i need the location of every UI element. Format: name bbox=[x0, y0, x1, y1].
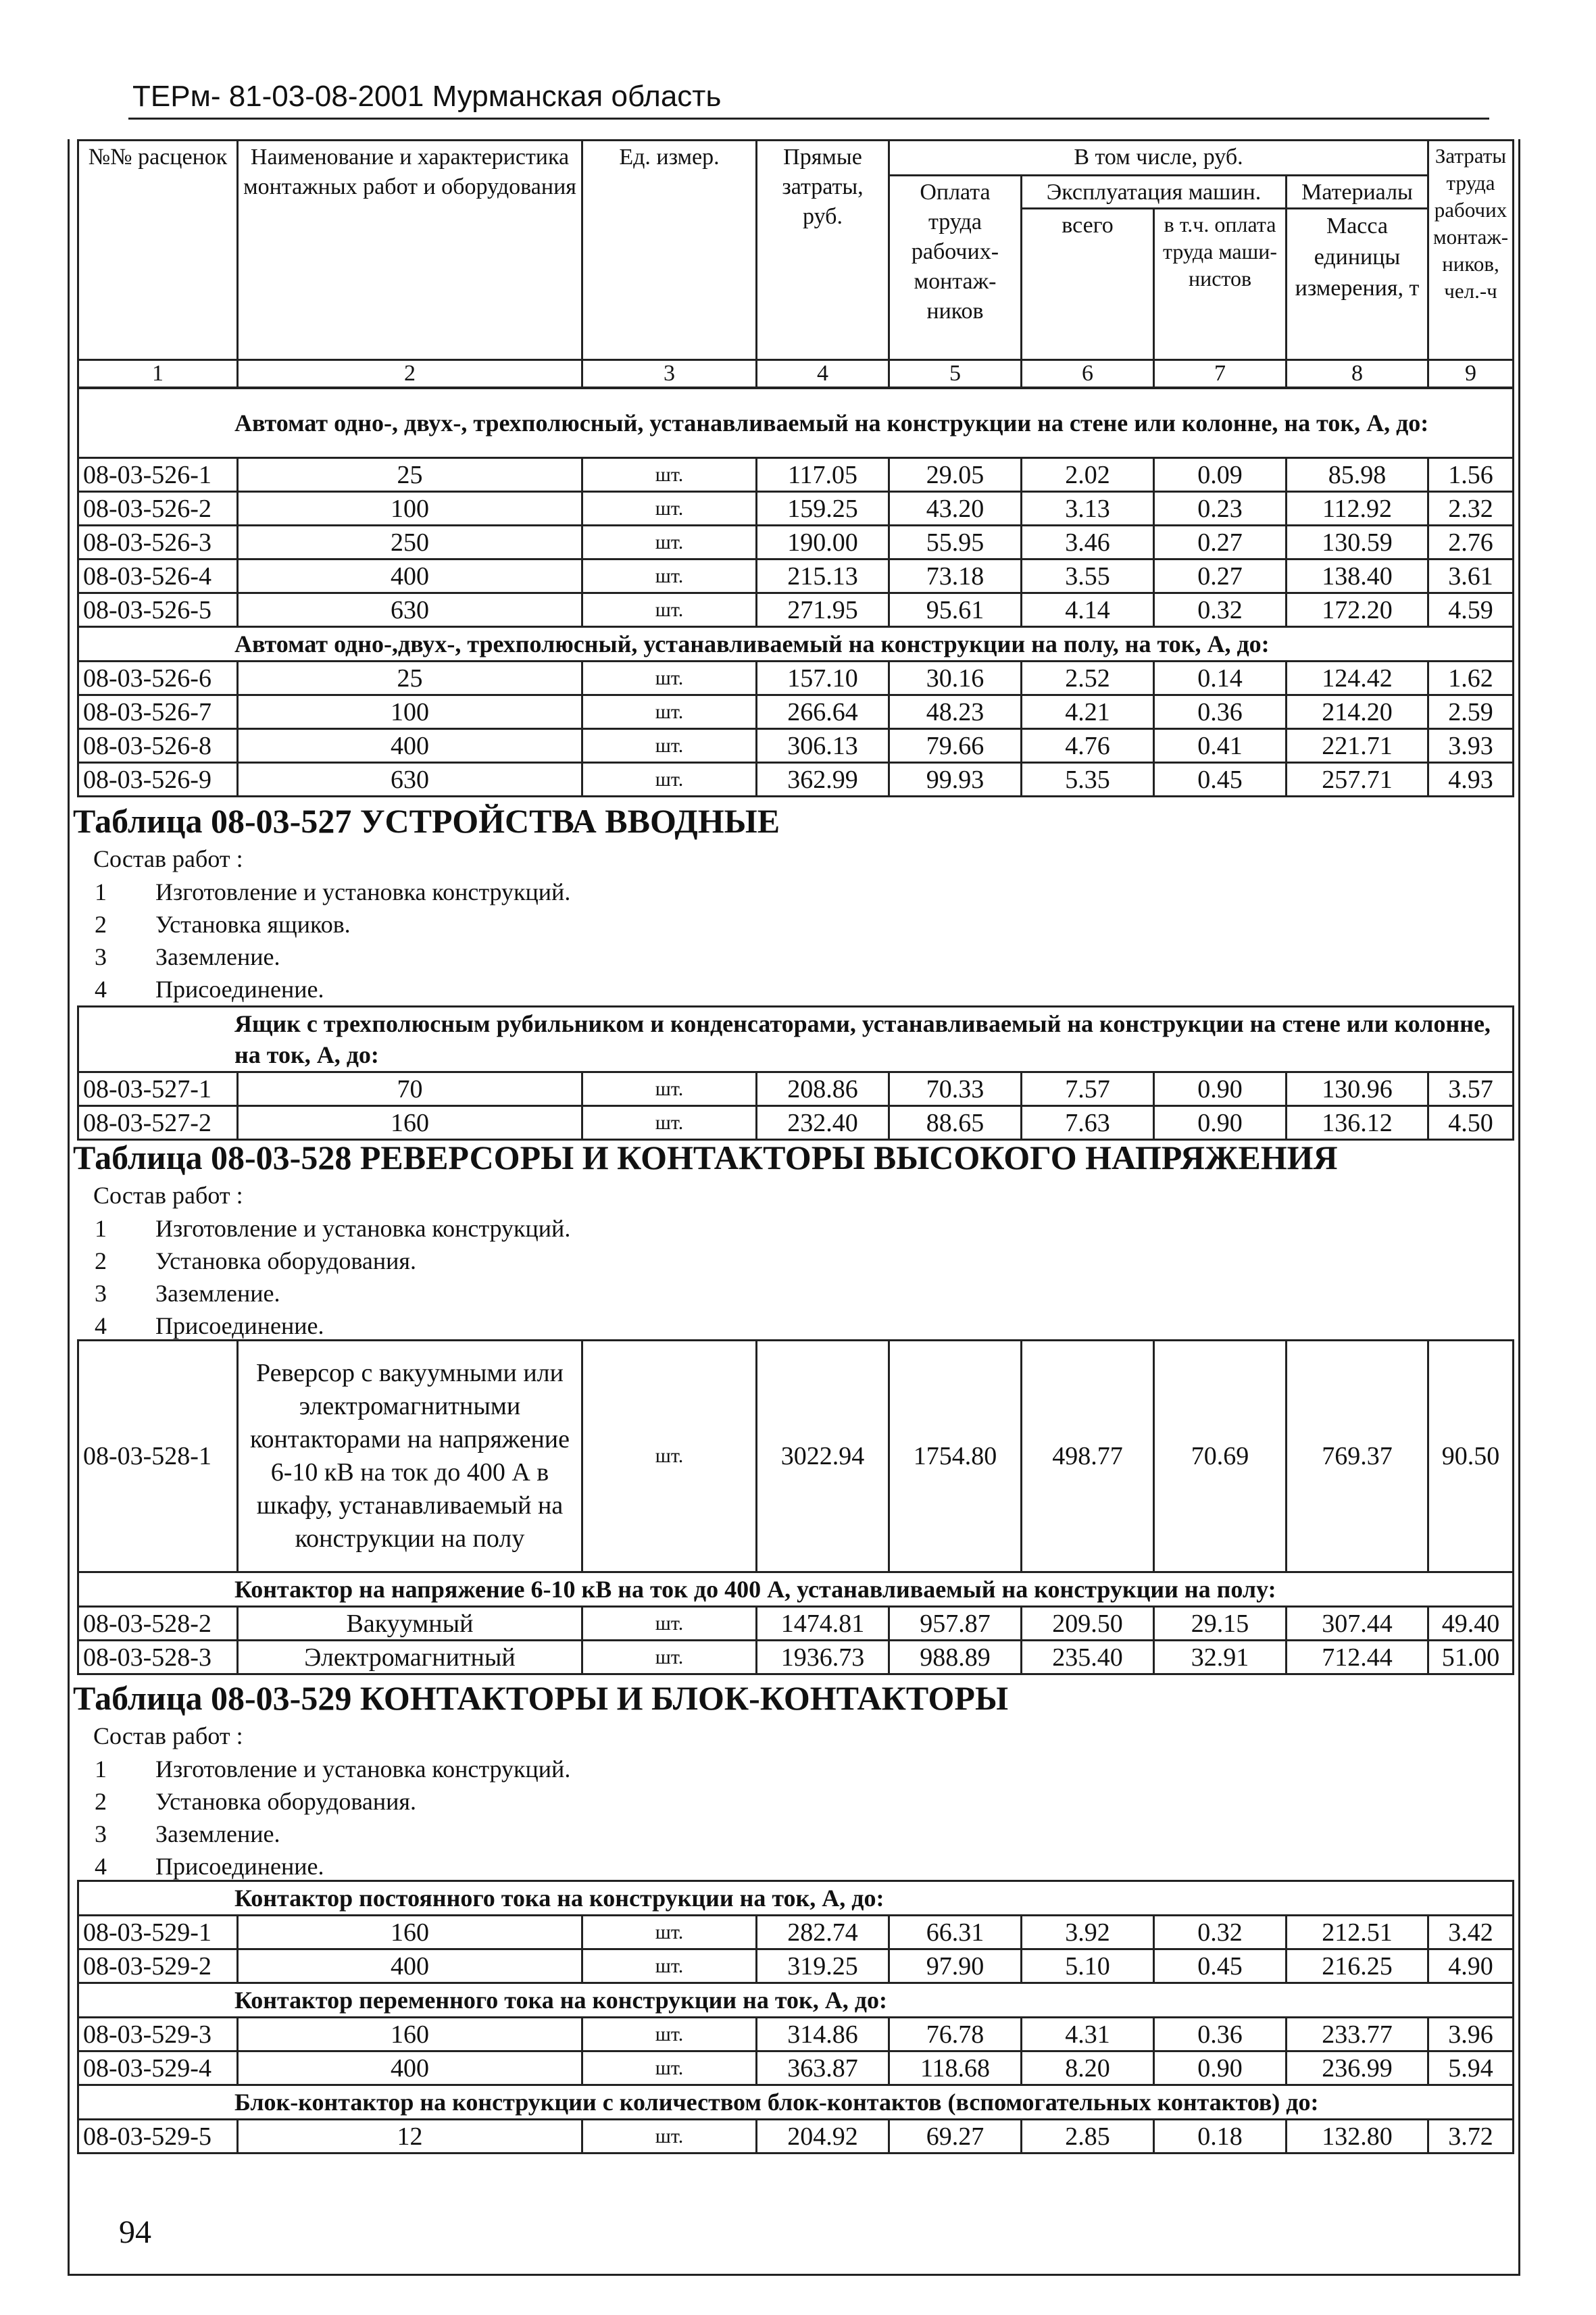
machines-total: 3.13 bbox=[1022, 492, 1154, 526]
table-row bbox=[78, 1072, 1514, 1106]
wages: 88.65 bbox=[889, 1106, 1022, 1140]
work-step-number: 3 bbox=[95, 1820, 107, 1847]
work-composition-label: Состав работ : bbox=[93, 1722, 243, 1749]
work-step bbox=[88, 1277, 570, 1310]
labor: 3.72 bbox=[1428, 2120, 1514, 2154]
materials: 136.12 bbox=[1287, 1106, 1428, 1140]
unit: шт. bbox=[582, 763, 757, 797]
rate-code: 08-03-528-1 bbox=[78, 1341, 238, 1572]
table-row bbox=[78, 2051, 1514, 2085]
table-526-body bbox=[77, 387, 1514, 797]
materials: 307.44 bbox=[1287, 1607, 1428, 1641]
machines-wages: 0.90 bbox=[1154, 1106, 1287, 1140]
labor: 4.90 bbox=[1428, 1949, 1514, 1983]
work-step-number: 4 bbox=[95, 1853, 107, 1880]
table-row bbox=[78, 1607, 1514, 1641]
table-row bbox=[78, 559, 1514, 593]
machines-total: 2.02 bbox=[1022, 458, 1154, 492]
work-name: 25 bbox=[238, 662, 582, 695]
wages: 957.87 bbox=[889, 1607, 1022, 1641]
col-machines-total-header: всего bbox=[1022, 209, 1154, 360]
col-number: 1 bbox=[78, 360, 238, 388]
col-number: 8 bbox=[1287, 360, 1428, 388]
rate-code: 08-03-526-2 bbox=[78, 492, 238, 526]
rate-code: 08-03-529-4 bbox=[78, 2051, 238, 2085]
work-step bbox=[88, 1245, 570, 1277]
machines-total: 7.57 bbox=[1022, 1072, 1154, 1106]
work-name: 160 bbox=[238, 1106, 582, 1140]
unit: шт. bbox=[582, 695, 757, 729]
col-number: 3 bbox=[582, 360, 757, 388]
table-row bbox=[78, 2120, 1514, 2154]
wages: 95.61 bbox=[889, 593, 1022, 627]
section-title-527: Таблица 08-03-527 УСТРОЙСТВА ВВОДНЫЕ bbox=[73, 802, 780, 840]
work-step bbox=[88, 1850, 570, 1883]
machines-wages: 0.45 bbox=[1154, 1949, 1287, 1983]
table-row bbox=[78, 1916, 1514, 1949]
machines-wages: 29.15 bbox=[1154, 1607, 1287, 1641]
section-title-529: Таблица 08-03-529 КОНТАКТОРЫ И БЛОК-КОНТАКТОРЫ bbox=[73, 1679, 1009, 1717]
direct-costs: 306.13 bbox=[757, 729, 889, 763]
labor: 90.50 bbox=[1428, 1341, 1514, 1572]
unit: шт. bbox=[582, 1916, 757, 1949]
wages: 69.27 bbox=[889, 2120, 1022, 2154]
col-name-header: Наименование и характеристика монтажных работ и оборудования bbox=[238, 141, 582, 360]
materials: 138.40 bbox=[1287, 559, 1428, 593]
materials: 236.99 bbox=[1287, 2051, 1428, 2085]
unit: шт. bbox=[582, 1949, 757, 1983]
unit: шт. bbox=[582, 2120, 757, 2154]
materials: 172.20 bbox=[1287, 593, 1428, 627]
machines-total: 4.31 bbox=[1022, 2018, 1154, 2051]
labor: 3.42 bbox=[1428, 1916, 1514, 1949]
table-row bbox=[78, 458, 1514, 492]
machines-wages: 0.90 bbox=[1154, 1072, 1287, 1106]
work-step-number: 3 bbox=[95, 1280, 107, 1307]
work-step-number: 3 bbox=[95, 943, 107, 970]
work-step bbox=[88, 908, 570, 941]
table-row bbox=[78, 492, 1514, 526]
direct-costs: 117.05 bbox=[757, 458, 889, 492]
work-name: 630 bbox=[238, 763, 582, 797]
work-step-number: 1 bbox=[95, 878, 107, 905]
labor: 3.61 bbox=[1428, 559, 1514, 593]
group-heading: Контактор постоянного тока на конструкции на ток, А, до: bbox=[78, 1881, 1514, 1916]
machines-wages: 0.14 bbox=[1154, 662, 1287, 695]
unit: шт. bbox=[582, 2051, 757, 2085]
direct-costs: 282.74 bbox=[757, 1916, 889, 1949]
wages: 70.33 bbox=[889, 1072, 1022, 1106]
col-number: 5 bbox=[889, 360, 1022, 388]
col-machines-wages-header: в т.ч. оплата труда маши-нистов bbox=[1154, 209, 1287, 360]
direct-costs: 159.25 bbox=[757, 492, 889, 526]
unit: шт. bbox=[582, 729, 757, 763]
direct-costs: 3022.94 bbox=[757, 1341, 889, 1572]
work-name: 70 bbox=[238, 1072, 582, 1106]
unit: шт. bbox=[582, 1607, 757, 1641]
work-name: 630 bbox=[238, 593, 582, 627]
direct-costs: 271.95 bbox=[757, 593, 889, 627]
labor: 3.96 bbox=[1428, 2018, 1514, 2051]
materials: 257.71 bbox=[1287, 763, 1428, 797]
group-heading: Контактор на напряжение 6-10 кВ на ток до 400 А, устанавливаемый на конструкции на полу: bbox=[78, 1572, 1514, 1607]
rate-code: 08-03-526-6 bbox=[78, 662, 238, 695]
machines-total: 3.92 bbox=[1022, 1916, 1154, 1949]
materials: 130.59 bbox=[1287, 526, 1428, 559]
machines-total: 4.76 bbox=[1022, 729, 1154, 763]
rate-code: 08-03-527-2 bbox=[78, 1106, 238, 1140]
unit: шт. bbox=[582, 492, 757, 526]
materials: 130.96 bbox=[1287, 1072, 1428, 1106]
labor: 1.56 bbox=[1428, 458, 1514, 492]
labor: 3.93 bbox=[1428, 729, 1514, 763]
rate-code: 08-03-529-1 bbox=[78, 1916, 238, 1949]
materials: 712.44 bbox=[1287, 1641, 1428, 1674]
wages: 73.18 bbox=[889, 559, 1022, 593]
machines-total: 4.14 bbox=[1022, 593, 1154, 627]
materials: 214.20 bbox=[1287, 695, 1428, 729]
work-composition-label: Состав работ : bbox=[93, 1182, 243, 1209]
page-number: 94 bbox=[119, 2214, 151, 2250]
table-row bbox=[78, 593, 1514, 627]
col-number: 7 bbox=[1154, 360, 1287, 388]
unit: шт. bbox=[582, 662, 757, 695]
work-step bbox=[88, 941, 570, 973]
direct-costs: 232.40 bbox=[757, 1106, 889, 1140]
materials: 112.92 bbox=[1287, 492, 1428, 526]
work-name: Электромагнитный bbox=[238, 1641, 582, 1674]
group-heading: Контактор переменного тока на конструкции на ток, А, до: bbox=[78, 1983, 1514, 2018]
work-step-number: 1 bbox=[95, 1215, 107, 1242]
work-step-number: 1 bbox=[95, 1756, 107, 1783]
labor: 2.32 bbox=[1428, 492, 1514, 526]
work-step-number: 2 bbox=[95, 911, 107, 938]
work-name: Вакуумный bbox=[238, 1607, 582, 1641]
group-heading: Блок-контактор на конструкции с количеством блок-контактов (вспомогательных контактов) до: bbox=[78, 2085, 1514, 2120]
table-row bbox=[78, 695, 1514, 729]
labor: 4.50 bbox=[1428, 1106, 1514, 1140]
wages: 988.89 bbox=[889, 1641, 1022, 1674]
wages: 76.78 bbox=[889, 2018, 1022, 2051]
wages: 66.31 bbox=[889, 1916, 1022, 1949]
work-step-text: Заземление. bbox=[155, 943, 280, 970]
machines-wages: 0.41 bbox=[1154, 729, 1287, 763]
rate-code: 08-03-527-1 bbox=[78, 1072, 238, 1106]
machines-total: 5.10 bbox=[1022, 1949, 1154, 1983]
machines-wages: 0.32 bbox=[1154, 593, 1287, 627]
work-name: 250 bbox=[238, 526, 582, 559]
machines-wages: 0.27 bbox=[1154, 526, 1287, 559]
unit: шт. bbox=[582, 1072, 757, 1106]
direct-costs: 363.87 bbox=[757, 2051, 889, 2085]
labor: 4.93 bbox=[1428, 763, 1514, 797]
work-name: 400 bbox=[238, 2051, 582, 2085]
col-labor-header: Затраты труда рабочих монтаж-ников, чел.-ч bbox=[1428, 141, 1514, 360]
group-heading: Автомат одно-, двух-, трехполюсный, устанавливаемый на конструкции на стене или колонне, на ток, А, до: bbox=[78, 389, 1514, 458]
direct-costs: 190.00 bbox=[757, 526, 889, 559]
col-number: 4 bbox=[757, 360, 889, 388]
labor: 4.59 bbox=[1428, 593, 1514, 627]
col-mass-header: Масса единицы измерения, т bbox=[1287, 209, 1428, 360]
machines-total: 235.40 bbox=[1022, 1641, 1154, 1674]
machines-total: 4.21 bbox=[1022, 695, 1154, 729]
table-row bbox=[78, 1106, 1514, 1140]
labor: 2.76 bbox=[1428, 526, 1514, 559]
section-title-528: Таблица 08-03-528 РЕВЕРСОРЫ И КОНТАКТОРЫ ВЫСОКОГО НАПРЯЖЕНИЯ bbox=[73, 1139, 1338, 1176]
col-number: 2 bbox=[238, 360, 582, 388]
work-list-528 bbox=[88, 1212, 570, 1342]
table-528-body bbox=[77, 1339, 1514, 1675]
labor: 51.00 bbox=[1428, 1641, 1514, 1674]
machines-wages: 32.91 bbox=[1154, 1641, 1287, 1674]
wages: 1754.80 bbox=[889, 1341, 1022, 1572]
machines-total: 2.52 bbox=[1022, 662, 1154, 695]
table-row bbox=[78, 729, 1514, 763]
work-name: 100 bbox=[238, 695, 582, 729]
table-row bbox=[78, 1341, 1514, 1572]
work-step-text: Изготовление и установка конструкций. bbox=[155, 1215, 571, 1242]
materials: 233.77 bbox=[1287, 2018, 1428, 2051]
work-name: 400 bbox=[238, 559, 582, 593]
materials: 212.51 bbox=[1287, 1916, 1428, 1949]
work-list-527 bbox=[88, 876, 570, 1005]
work-name: 12 bbox=[238, 2120, 582, 2154]
work-name: 160 bbox=[238, 2018, 582, 2051]
col-direct-header: Прямые затраты, руб. bbox=[757, 141, 889, 360]
work-step bbox=[88, 1818, 570, 1850]
wages: 48.23 bbox=[889, 695, 1022, 729]
work-step-number: 4 bbox=[95, 976, 107, 1003]
wages: 30.16 bbox=[889, 662, 1022, 695]
rate-code: 08-03-526-9 bbox=[78, 763, 238, 797]
work-step-text: Присоединение. bbox=[155, 1312, 324, 1339]
work-step bbox=[88, 1310, 570, 1342]
direct-costs: 319.25 bbox=[757, 1949, 889, 1983]
work-list-529 bbox=[88, 1753, 570, 1883]
unit: шт. bbox=[582, 559, 757, 593]
column-header-table bbox=[77, 139, 1514, 389]
col-unit-header: Ед. измер. bbox=[582, 141, 757, 360]
wages: 99.93 bbox=[889, 763, 1022, 797]
labor: 5.94 bbox=[1428, 2051, 1514, 2085]
rate-code: 08-03-526-5 bbox=[78, 593, 238, 627]
unit: шт. bbox=[582, 526, 757, 559]
wages: 97.90 bbox=[889, 1949, 1022, 1983]
machines-total: 3.55 bbox=[1022, 559, 1154, 593]
work-name: 25 bbox=[238, 458, 582, 492]
unit: шт. bbox=[582, 1341, 757, 1572]
col-number: 6 bbox=[1022, 360, 1154, 388]
table-row bbox=[78, 1641, 1514, 1674]
direct-costs: 266.64 bbox=[757, 695, 889, 729]
work-step bbox=[88, 1785, 570, 1818]
work-name: 400 bbox=[238, 1949, 582, 1983]
work-step-text: Изготовление и установка конструкций. bbox=[155, 1756, 571, 1783]
direct-costs: 1936.73 bbox=[757, 1641, 889, 1674]
machines-total: 8.20 bbox=[1022, 2051, 1154, 2085]
machines-wages: 0.90 bbox=[1154, 2051, 1287, 2085]
machines-total: 3.46 bbox=[1022, 526, 1154, 559]
table-527-body bbox=[77, 1005, 1514, 1141]
work-step-text: Установка ящиков. bbox=[155, 911, 351, 938]
work-step-text: Присоединение. bbox=[155, 976, 324, 1003]
machines-total: 498.77 bbox=[1022, 1341, 1154, 1572]
rate-code: 08-03-526-8 bbox=[78, 729, 238, 763]
labor: 1.62 bbox=[1428, 662, 1514, 695]
page-header-title: ТЕРм- 81-03-08-2001 Мурманская область bbox=[132, 80, 722, 113]
table-row bbox=[78, 526, 1514, 559]
wages: 43.20 bbox=[889, 492, 1022, 526]
rate-code: 08-03-526-7 bbox=[78, 695, 238, 729]
group-heading: Автомат одно-,двух-, трехполюсный, устанавливаемый на конструкции на полу, на ток, А, до: bbox=[78, 627, 1514, 662]
machines-wages: 0.45 bbox=[1154, 763, 1287, 797]
unit: шт. bbox=[582, 593, 757, 627]
wages: 118.68 bbox=[889, 2051, 1022, 2085]
rate-code: 08-03-526-3 bbox=[78, 526, 238, 559]
col-number: 9 bbox=[1428, 360, 1514, 388]
work-composition-label: Состав работ : bbox=[93, 845, 243, 872]
direct-costs: 157.10 bbox=[757, 662, 889, 695]
wages: 79.66 bbox=[889, 729, 1022, 763]
materials: 85.98 bbox=[1287, 458, 1428, 492]
work-step-number: 4 bbox=[95, 1312, 107, 1339]
unit: шт. bbox=[582, 458, 757, 492]
work-step bbox=[88, 876, 570, 908]
work-step-text: Установка оборудования. bbox=[155, 1247, 416, 1274]
direct-costs: 215.13 bbox=[757, 559, 889, 593]
table-row bbox=[78, 763, 1514, 797]
direct-costs: 362.99 bbox=[757, 763, 889, 797]
work-step-text: Заземление. bbox=[155, 1820, 280, 1847]
unit: шт. bbox=[582, 2018, 757, 2051]
group-heading: Ящик с трехполюсным рубильником и конденсаторами, устанавливаемый на конструкции на стене или колонне, на ток, А, до: bbox=[78, 1007, 1514, 1072]
machines-total: 2.85 bbox=[1022, 2120, 1154, 2154]
work-name: 100 bbox=[238, 492, 582, 526]
work-step-text: Установка оборудования. bbox=[155, 1788, 416, 1815]
machines-wages: 70.69 bbox=[1154, 1341, 1287, 1572]
direct-costs: 314.86 bbox=[757, 2018, 889, 2051]
direct-costs: 208.86 bbox=[757, 1072, 889, 1106]
header-rule bbox=[128, 118, 1489, 120]
work-step-text: Изготовление и установка конструкций. bbox=[155, 878, 571, 905]
materials: 769.37 bbox=[1287, 1341, 1428, 1572]
machines-total: 209.50 bbox=[1022, 1607, 1154, 1641]
table-row bbox=[78, 2018, 1514, 2051]
col-machines-header: Эксплуатация машин. bbox=[1022, 176, 1287, 209]
labor: 2.59 bbox=[1428, 695, 1514, 729]
machines-wages: 0.23 bbox=[1154, 492, 1287, 526]
col-wages-header: Оплата труда рабочих-монтаж-ников bbox=[889, 176, 1022, 360]
machines-wages: 0.36 bbox=[1154, 695, 1287, 729]
labor: 49.40 bbox=[1428, 1607, 1514, 1641]
materials: 221.71 bbox=[1287, 729, 1428, 763]
work-step-number: 2 bbox=[95, 1247, 107, 1274]
col-materials-header: Материалы bbox=[1287, 176, 1428, 209]
rate-code: 08-03-528-2 bbox=[78, 1607, 238, 1641]
materials: 216.25 bbox=[1287, 1949, 1428, 1983]
machines-total: 5.35 bbox=[1022, 763, 1154, 797]
machines-wages: 0.36 bbox=[1154, 2018, 1287, 2051]
work-name: 400 bbox=[238, 729, 582, 763]
table-row bbox=[78, 662, 1514, 695]
work-step bbox=[88, 1753, 570, 1785]
rate-code: 08-03-529-2 bbox=[78, 1949, 238, 1983]
materials: 132.80 bbox=[1287, 2120, 1428, 2154]
machines-wages: 0.32 bbox=[1154, 1916, 1287, 1949]
rate-code: 08-03-526-4 bbox=[78, 559, 238, 593]
machines-wages: 0.18 bbox=[1154, 2120, 1287, 2154]
wages: 29.05 bbox=[889, 458, 1022, 492]
col-including-header: В том числе, руб. bbox=[889, 141, 1428, 176]
machines-wages: 0.27 bbox=[1154, 559, 1287, 593]
work-step-text: Присоединение. bbox=[155, 1853, 324, 1880]
work-step bbox=[88, 1212, 570, 1245]
rate-code: 08-03-528-3 bbox=[78, 1641, 238, 1674]
direct-costs: 1474.81 bbox=[757, 1607, 889, 1641]
machines-total: 7.63 bbox=[1022, 1106, 1154, 1140]
work-name: 160 bbox=[238, 1916, 582, 1949]
labor: 3.57 bbox=[1428, 1072, 1514, 1106]
work-step-number: 2 bbox=[95, 1788, 107, 1815]
unit: шт. bbox=[582, 1641, 757, 1674]
work-step-text: Заземление. bbox=[155, 1280, 280, 1307]
direct-costs: 204.92 bbox=[757, 2120, 889, 2154]
rate-code: 08-03-526-1 bbox=[78, 458, 238, 492]
col-code-header: №№ расценок bbox=[78, 141, 238, 360]
materials: 124.42 bbox=[1287, 662, 1428, 695]
rate-code: 08-03-529-5 bbox=[78, 2120, 238, 2154]
wages: 55.95 bbox=[889, 526, 1022, 559]
work-name: Реверсор с вакуумными или электромагнитными контакторами на напряжение 6-10 кВ на ток до 400 А в шкафу, устанавливаемый на конструкции на полу bbox=[238, 1341, 582, 1572]
rate-code: 08-03-529-3 bbox=[78, 2018, 238, 2051]
table-row bbox=[78, 1949, 1514, 1983]
table-529-body bbox=[77, 1880, 1514, 2154]
work-step bbox=[88, 973, 570, 1005]
machines-wages: 0.09 bbox=[1154, 458, 1287, 492]
unit: шт. bbox=[582, 1106, 757, 1140]
